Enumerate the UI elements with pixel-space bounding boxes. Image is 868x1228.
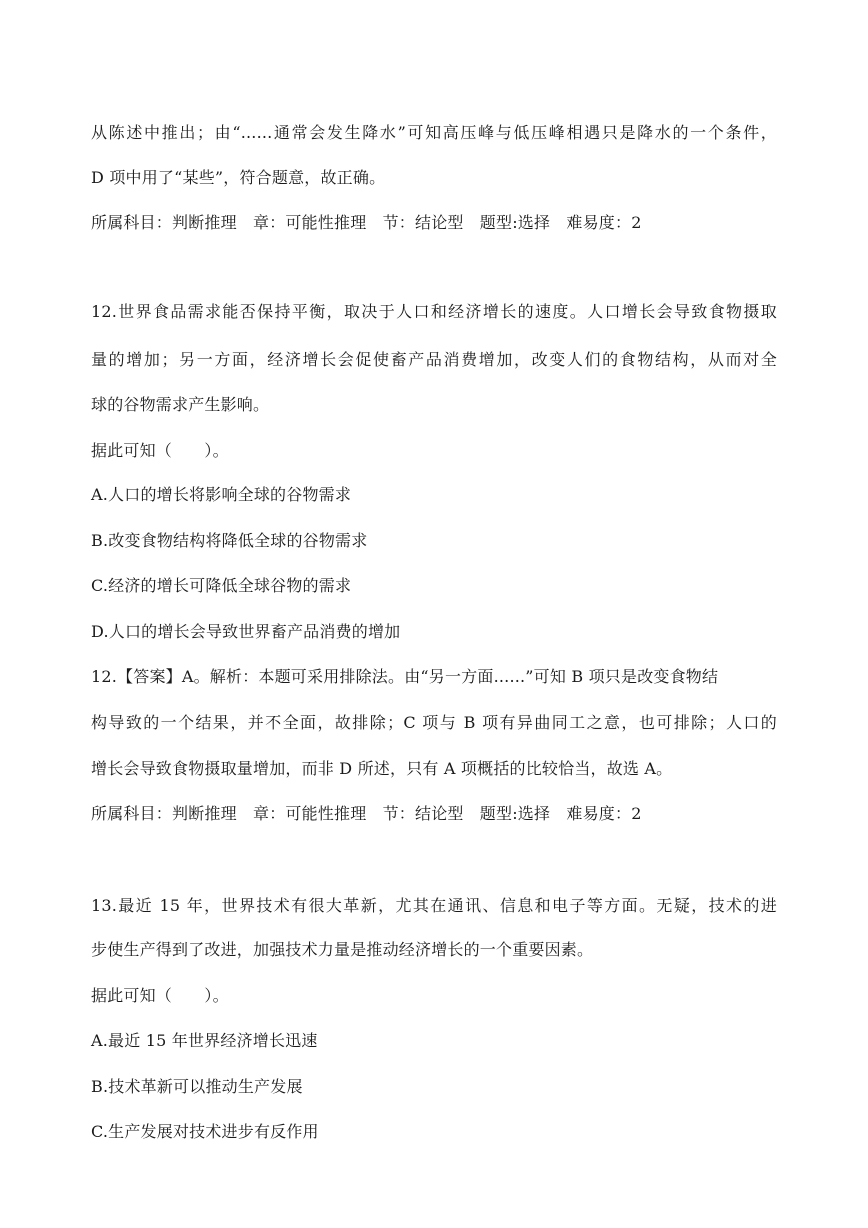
q12-option-a: A.人口的增长将影响全球的谷物需求	[91, 485, 352, 504]
q12-stem-line-1: 12.世界食品需求能否保持平衡，取决于人口和经济增长的速度。人口增长会导致食物摄取	[91, 302, 777, 321]
q13-option-c: C.生产发展对技术进步有反作用	[91, 1122, 319, 1141]
q13-stem-line-1: 13.最近 15 年，世界技术有很大革新，尤其在通讯、信息和电子等方面。无疑，技术的进	[91, 896, 777, 915]
q12-answer-line-3: 增长会导致食物摄取量增加，而非 D 所述，只有 A 项概括的比较恰当，故选 A。	[91, 759, 673, 778]
q13-stem-line-2: 步使生产得到了改进，加强技术力量是推动经济增长的一个重要因素。	[91, 940, 594, 959]
prev-explanation-line-2: D 项中用了“某些”，符合题意，故正确。	[91, 168, 386, 187]
q12-option-c: C.经济的增长可降低全球谷物的需求	[91, 576, 352, 595]
q12-stem-line-3: 球的谷物需求产生影响。	[91, 395, 270, 414]
q12-option-d: D.人口的增长会导致世界畜产品消费的增加	[91, 622, 401, 641]
q13-prompt: 据此可知（ ）。	[91, 986, 229, 1005]
prev-question-meta: 所属科目：判断推理 章：可能性推理 节：结论型 题型:选择 难易度：2	[91, 213, 642, 232]
q13-option-b: B.技术革新可以推动生产发展	[91, 1077, 303, 1096]
q12-option-b: B.改变食物结构将降低全球的谷物需求	[91, 531, 368, 550]
q13-option-a: A.最近 15 年世界经济增长迅速	[91, 1031, 318, 1050]
q12-answer-line-2: 构导致的一个结果，并不全面，故排除；C 项与 B 项有异曲同工之意，也可排除；人口的	[91, 713, 777, 732]
q12-answer-line-1: 12.【答案】A。解析：本题可采用排除法。由“另一方面......”可知 B 项只是改变食物结	[91, 667, 719, 686]
q12-prompt: 据此可知（ ）。	[91, 441, 229, 460]
prev-explanation-line-1: 从陈述中推出；由“......通常会发生降水”可知高压峰与低压峰相遇只是降水的一个条件，	[91, 123, 777, 142]
q12-stem-line-2: 量的增加；另一方面，经济增长会促使畜产品消费增加，改变人们的食物结构，从而对全	[91, 350, 777, 369]
q12-question-meta: 所属科目：判断推理 章：可能性推理 节：结论型 题型:选择 难易度：2	[91, 804, 642, 823]
